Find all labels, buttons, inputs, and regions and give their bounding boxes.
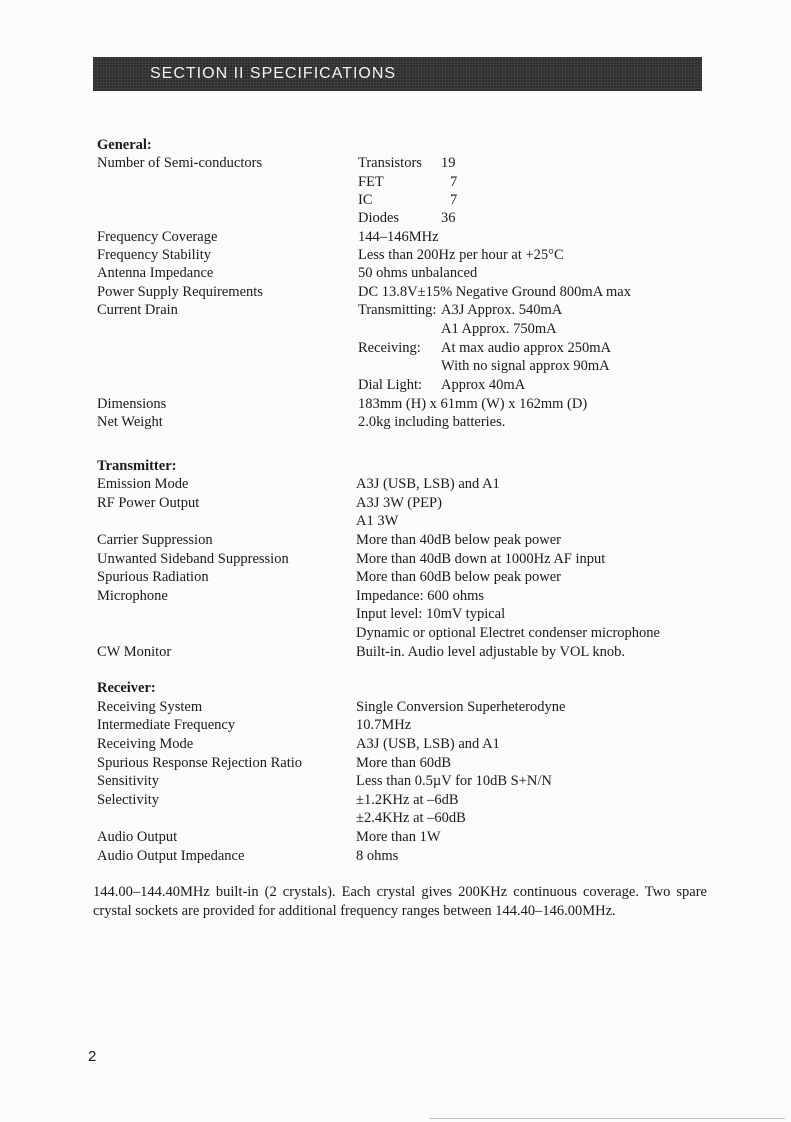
spec-value: A3J (USB, LSB) and A1	[356, 736, 500, 752]
spec-label: Microphone	[97, 588, 168, 604]
spec-label: Receiving System	[97, 699, 203, 715]
spec-value: Less than 0.5µV for 10dB S+N/N	[356, 773, 552, 789]
spec-label: Intermediate Frequency	[97, 717, 236, 733]
spec-label: Frequency Coverage	[97, 229, 218, 245]
spec-value: A1 Approx. 750mA	[441, 321, 557, 337]
spec-value: Approx 40mA	[441, 377, 526, 393]
spec-row-selectivity	[0, 792, 791, 811]
spec-row-cw-monitor	[0, 644, 791, 663]
spec-label: Power Supply Requirements	[97, 284, 263, 300]
spec-row-microphone-type	[0, 625, 791, 644]
spec-row-dimensions	[0, 396, 791, 415]
spec-value: More than 40dB down at 1000Hz AF input	[356, 551, 606, 567]
spec-label: Audio Output Impedance	[97, 848, 245, 864]
spec-row-carrier-suppression	[0, 532, 791, 551]
spec-label: RF Power Output	[97, 495, 200, 511]
sub-key: Transmitting:	[358, 302, 437, 318]
spec-value: More than 40dB below peak power	[356, 532, 561, 548]
spec-label: Spurious Response Rejection Ratio	[97, 755, 302, 771]
spec-row-rf-power-a1	[0, 513, 791, 532]
spec-row-selectivity-60db	[0, 810, 791, 829]
spec-row-audio-impedance	[0, 848, 791, 867]
spec-value: 2.0kg including batteries.	[358, 414, 506, 430]
spec-label: Receiving Mode	[97, 736, 194, 752]
spec-label: Selectivity	[97, 792, 160, 808]
semiconductor-count: 19	[441, 155, 456, 171]
spec-row-emission-mode	[0, 476, 791, 495]
spec-row-fet	[0, 174, 791, 193]
spec-value: 10.7MHz	[356, 717, 412, 733]
spec-value: DC 13.8V±15% Negative Ground 800mA max	[358, 284, 631, 300]
spec-label: CW Monitor	[97, 644, 172, 660]
transmitter-heading: Transmitter:	[97, 458, 177, 474]
spec-label: Number of Semi-conductors	[97, 155, 263, 171]
spec-row-sensitivity	[0, 773, 791, 792]
spec-label: Audio Output	[97, 829, 178, 845]
spec-label: Net Weight	[97, 414, 163, 430]
semiconductor-name: FET	[358, 174, 384, 190]
spec-row-receiving-mode	[0, 736, 791, 755]
spec-value: Single Conversion Superheterodyne	[356, 699, 566, 715]
spec-row-net-weight	[0, 414, 791, 433]
spec-row-receiving-no-signal	[0, 358, 791, 377]
spec-row-receiving	[0, 340, 791, 359]
spec-value: A1 3W	[356, 513, 399, 529]
sub-key: Dial Light:	[358, 377, 423, 393]
spec-row-microphone	[0, 588, 791, 607]
spec-row-diodes	[0, 210, 791, 229]
spec-value: A3J Approx. 540mA	[441, 302, 563, 318]
spec-row-spurious-rejection	[0, 755, 791, 774]
spec-row-antenna-impedance	[0, 265, 791, 284]
general-heading: General:	[97, 137, 152, 153]
spec-value: A3J 3W (PEP)	[356, 495, 442, 511]
spec-value: Less than 200Hz per hour at +25°C	[358, 247, 564, 263]
spec-value: At max audio approx 250mA	[441, 340, 611, 356]
section-title: SECTION II SPECIFICATIONS	[150, 65, 397, 82]
sub-key: Receiving:	[358, 340, 421, 356]
spec-row-spurious-radiation	[0, 569, 791, 588]
section-header	[93, 57, 702, 91]
semiconductor-name: IC	[358, 192, 373, 208]
spec-label: Antenna Impedance	[97, 265, 214, 281]
spec-value: Input level: 10mV typical	[356, 606, 506, 622]
spec-label: Unwanted Sideband Suppression	[97, 551, 289, 567]
spec-label: Current Drain	[97, 302, 178, 318]
spec-row-ic	[0, 192, 791, 211]
spec-value: 144–146MHz	[358, 229, 439, 245]
semiconductor-name: Transistors	[358, 155, 422, 171]
spec-row-frequency-coverage	[0, 229, 791, 248]
spec-value: More than 1W	[356, 829, 441, 845]
spec-value: 50 ohms unbalanced	[358, 265, 478, 281]
receiver-heading: Receiver:	[97, 680, 156, 696]
spec-value: More than 60dB	[356, 755, 452, 771]
spec-label: Sensitivity	[97, 773, 160, 789]
spec-row-audio-output	[0, 829, 791, 848]
spec-label: Spurious Radiation	[97, 569, 209, 585]
spec-value: 8 ohms	[356, 848, 399, 864]
crystal-footnote: 144.00–144.40MHz built-in (2 crystals). Each crystal gives 200KHz continuous coverage. Two spare crystal sockets are provided for additional frequency ranges between 144.40–146.00MHz.	[93, 884, 707, 919]
spec-row-intermediate-frequency	[0, 717, 791, 736]
semiconductor-name: Diodes	[358, 210, 400, 226]
spec-row-power-supply	[0, 284, 791, 303]
semiconductor-count: 7	[450, 174, 458, 190]
spec-value: With no signal approx 90mA	[441, 358, 610, 374]
semiconductor-count: 7	[450, 192, 458, 208]
spec-row-frequency-stability	[0, 247, 791, 266]
spec-value: Built-in. Audio level adjustable by VOL knob.	[356, 644, 626, 660]
spec-row-current-drain-a1	[0, 321, 791, 340]
spec-row-rf-power	[0, 495, 791, 514]
spec-label: Dimensions	[97, 396, 167, 412]
bottom-rule	[430, 1118, 785, 1119]
spec-row-semiconductors	[0, 155, 791, 174]
spec-row-current-drain	[0, 302, 791, 321]
spec-value: 183mm (H) x 61mm (W) x 162mm (D)	[358, 396, 588, 412]
spec-value: A3J (USB, LSB) and A1	[356, 476, 500, 492]
spec-value: ±2.4KHz at –60dB	[356, 810, 466, 826]
semiconductor-count: 36	[441, 210, 456, 226]
spec-row-dial-light	[0, 377, 791, 396]
spec-label: Frequency Stability	[97, 247, 211, 263]
spec-label: Emission Mode	[97, 476, 189, 492]
spec-value: ±1.2KHz at –6dB	[356, 792, 459, 808]
spec-value: Impedance: 600 ohms	[356, 588, 485, 604]
spec-row-microphone-input	[0, 606, 791, 625]
spec-value: More than 60dB below peak power	[356, 569, 561, 585]
page-number: 2	[88, 1048, 97, 1065]
spec-label: Carrier Suppression	[97, 532, 213, 548]
spec-value: Dynamic or optional Electret condenser microphone	[356, 625, 660, 641]
spec-row-sideband-suppression	[0, 551, 791, 570]
spec-row-receiving-system	[0, 699, 791, 718]
